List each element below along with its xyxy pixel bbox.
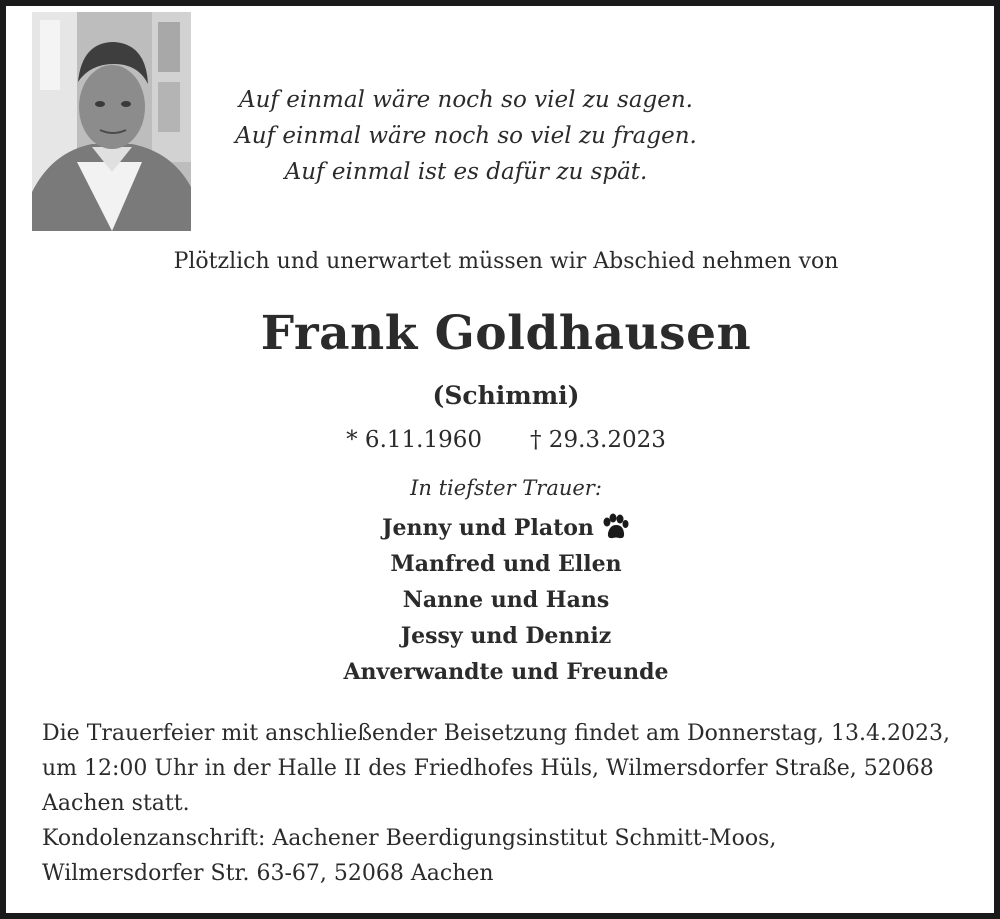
mourner-name: Anverwandte und Freunde [343,659,669,685]
mourner-line [6,510,1000,546]
quote-line: Auf einmal ist es dafür zu spät. [284,159,648,185]
memorial-quote [231,82,701,190]
nickname: (Schimmi) [432,381,580,410]
mourners-heading: In tiefster Trauer: [410,476,602,500]
info-line: Wilmersdorfer Str. 63-67, 52068 Aachen [42,861,494,886]
quote-line: Auf einmal wäre noch so viel zu fragen. [235,123,697,149]
deceased-name: Frank Goldhausen [260,306,752,361]
death-date: † 29.3.2023 [530,427,666,453]
info-line: um 12:00 Uhr in der Halle II des Friedhofes Hüls, Wilmersdorfer Straße, 52068 [42,756,934,781]
birth-date: * 6.11.1960 [346,427,482,453]
mourner-name: Nanne und Hans [402,587,610,613]
info-line: Die Trauerfeier mit anschließender Beisetzung findet am Donnerstag, 13.4.2023, [42,721,950,746]
info-line: Aachen statt. [42,791,190,816]
mourner-name: Manfred und Ellen [390,551,622,577]
funeral-info [42,716,982,891]
portrait-photo [32,12,191,231]
paw-print-icon [600,513,630,541]
quote-line: Auf einmal wäre noch so viel zu sagen. [238,87,693,113]
intro-text: Plötzlich und unerwartet müssen wir Abschied nehmen von [173,249,839,274]
life-dates [6,427,1000,453]
mourners-list [6,510,1000,690]
obituary-notice [6,6,994,913]
info-line: Kondolenzanschrift: Aachener Beerdigungsinstitut Schmitt-Moos, [42,826,777,851]
mourner-name: Jessy und Denniz [400,623,612,649]
mourner-name: Jenny und Platon [382,515,594,541]
